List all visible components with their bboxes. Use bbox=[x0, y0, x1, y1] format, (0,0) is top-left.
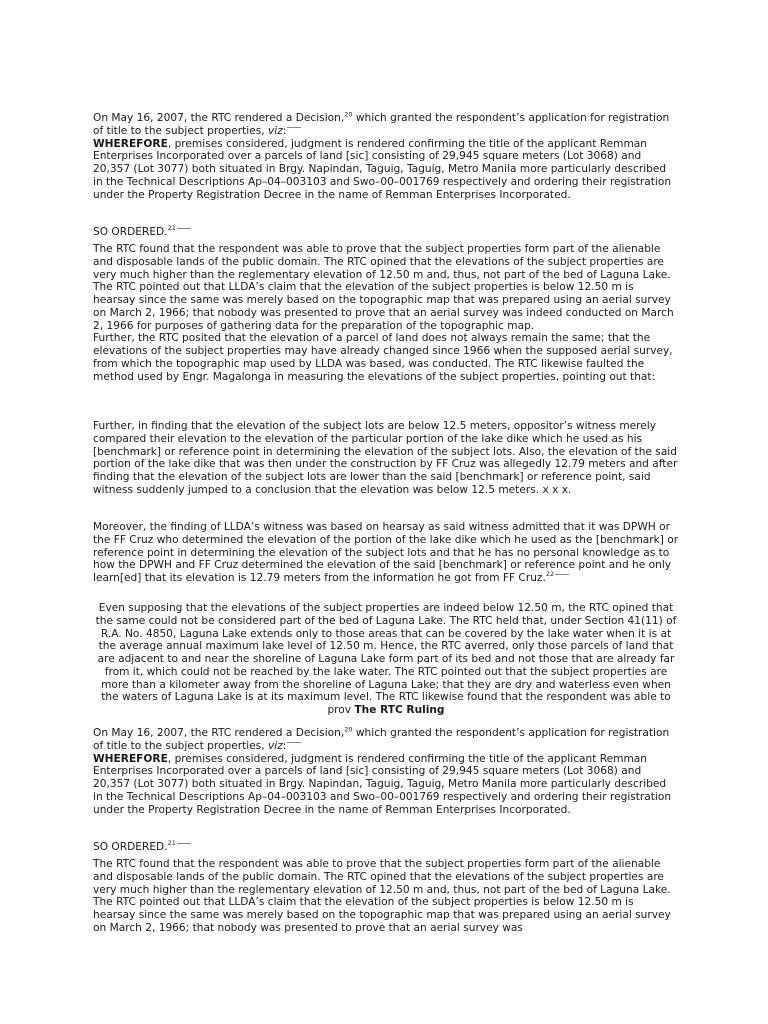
text: The RTC found that the respondent was able to prove that the subject properties form part of the alienable and disposable lands of the public domain. The RTC opined that the elevations of the subject properties are very much higher than the reglementary elevation of 12.50 m and, thus, not part of the bed of Laguna Lake. The RTC pointed out that LLDA’s claim that the elevation of the subject properties is below 12.50 m is hearsay since the same was merely based on the topographic map that was prepared using an aerial survey on March 2, 1966; that nobody was presented to prove that an aerial survey was indeed conducted on March 2, 1966 for purposes of gathering data for the preparation of the topographic map. bbox=[93, 243, 674, 332]
paragraph-even-supposing bbox=[93, 602, 679, 717]
wherefore-bold: WHEREFORE bbox=[93, 752, 168, 765]
footnote-link[interactable] bbox=[286, 123, 301, 131]
text: SO ORDERED. bbox=[93, 841, 168, 853]
paragraph-so-ordered-2 bbox=[93, 841, 679, 854]
footnote-20[interactable]: 20 bbox=[344, 725, 353, 734]
footnote-21[interactable]: 21 bbox=[168, 224, 191, 232]
footnote-22[interactable]: 22 bbox=[546, 570, 569, 578]
text: , premises considered, judgment is rendered confirming the title of the applicant Remman Enterprises Incorporated over a parcels of land [sic] consisting of 29,945 square meters (Lot 3068) and 20,357 (Lot 3077) both situated in Brgy. Napindan, Taguig, Taguig, Metro Manila more particularly described in the Technical Descriptions Ap–04–003103 and Swo–00–001769 respectively and ordering their registration under the Property Registration Decree in the name of Remman Enterprises Incorporated. bbox=[93, 137, 672, 201]
text: On May 16, 2007, the RTC rendered a Decision, bbox=[93, 112, 345, 124]
quote-paragraph-1: Further, in finding that the elevation of the subject lots are below 12.5 meters, oppositor’s witness merely compared their elevation to the elevation of the particular portion of the lake dike which he used as his [benchmark] or reference point in determining the elevation of the subject lots. Also, the elevation of the said portion of the lake dike that was then under the construction by FF Cruz was allegedly 12.79 meters and after finding that the elevation of the subject lots are lower than the said [benchmark] or reference point, said witness suddenly jumped to a conclusion that the elevation was below 12.5 meters. x x x. bbox=[93, 420, 678, 496]
text: On May 16, 2007, the RTC rendered a Decision, bbox=[93, 727, 345, 739]
footnote-link[interactable] bbox=[286, 738, 301, 746]
heading-rtc-ruling: The RTC Ruling bbox=[354, 704, 445, 716]
paragraph-so-ordered bbox=[93, 226, 679, 239]
text: which granted the respondent’s application for registration of title to the subject properties, bbox=[93, 112, 670, 137]
text: : bbox=[282, 739, 287, 752]
footnote-21[interactable]: 21 bbox=[168, 839, 191, 847]
text: which granted the respondent’s application for registration of title to the subject properties, bbox=[93, 727, 670, 752]
paragraph-decision-intro bbox=[93, 112, 679, 201]
viz-italic: viz bbox=[267, 739, 283, 752]
text: : bbox=[282, 124, 287, 137]
text: SO ORDERED. bbox=[93, 226, 168, 238]
paragraph-rtc-found bbox=[93, 243, 679, 383]
paragraph-decision-intro-2 bbox=[93, 727, 679, 816]
viz-italic: viz bbox=[267, 124, 283, 137]
wherefore-bold: WHEREFORE bbox=[93, 137, 168, 150]
quote-paragraph-2 bbox=[93, 521, 679, 585]
footnote-20[interactable]: 20 bbox=[344, 110, 353, 119]
text: , premises considered, judgment is rendered confirming the title of the applicant Remman Enterprises Incorporated over a parcels of land [sic] consisting of 29,945 square meters (Lot 3068) and 20,357 (Lot 3077) both situated in Brgy. Napindan, Taguig, Taguig, Metro Manila more particularly described in the Technical Descriptions Ap–04–003103 and Swo–00–001769 respectively and ordering their registration under the Property Registration Decree in the name of Remman Enterprises Incorporated. bbox=[93, 752, 672, 816]
paragraph-rtc-found-2: The RTC found that the respondent was able to prove that the subject properties form part of the alienable and disposable lands of the public domain. The RTC opined that the elevations of the subject properties are very much higher than the reglementary elevation of 12.50 m and, thus, not part of the bed of Laguna Lake. The RTC pointed out that LLDA’s claim that the elevation of the subject properties is below 12.50 m is hearsay since the same was merely based on the topographic map that was prepared using an aerial survey on March 2, 1966; that nobody was presented to prove that an aerial survey was bbox=[93, 858, 671, 934]
text: Even supposing that the elevations of the subject properties are indeed below 12.50 m, the RTC opined that the same could not be considered part of the bed of Laguna Lake. The RTC held that, under Section 41(11) of R.A. No. 4850, Laguna Lake extends only to those areas that can be covered by the lake water when it is at the average annual maximum lake level of 12.50 m. Hence, the RTC averred, only those parcels of land that are adjacent to and near the shoreline of Laguna Lake form part of its bed and not those that are already far from it, which could not be reached by the lake water. The RTC pointed out that the subject properties are more than a kilometer away from the shoreline of Laguna Lake; that they are dry and waterless even when the waters of Laguna Lake is at its maximum level. The RTC likewise found that the respondent was able to prov bbox=[95, 602, 677, 716]
text: Moreover, the finding of LLDA’s witness was based on hearsay as said witness admitted that it was DPWH or the FF Cruz who determined the elevation of the portion of the lake dike which he used as the [benchmark] or reference point in determining the elevation of the subject lots and that he has no personal knowledge as to how the DPWH and FF Cruz determined the elevation of the said [benchmark] or reference point and he only learn[ed] that its elevation is 12.79 meters from the information he got from FF Cruz. bbox=[93, 521, 679, 584]
text: Further, the RTC posited that the elevation of a parcel of land does not always remain the same; that the elevations of the subject properties may have already changed since 1966 when the supposed aerial survey, from which the topographic map used by LLDA was based, was conducted. The RTC likewise faulted the method used by Engr. Magalonga in measuring the elevations of the subject properties, pointing out that: bbox=[93, 332, 673, 383]
